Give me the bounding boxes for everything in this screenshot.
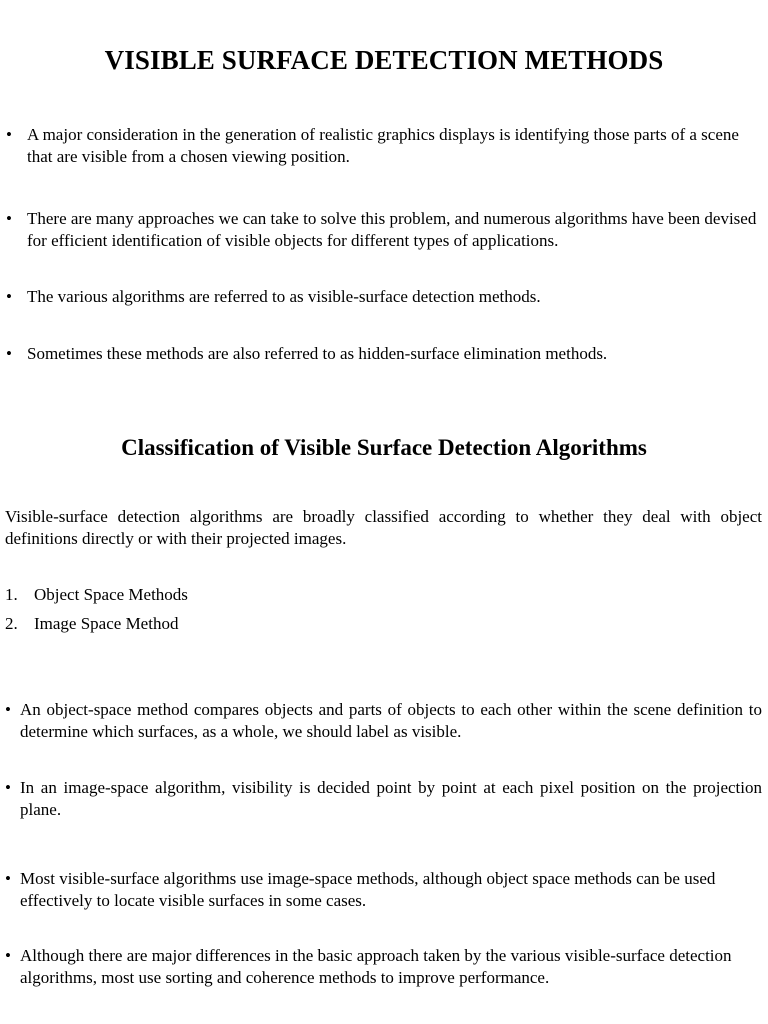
- detail-bullet-text: Most visible-surface algorithms use image-space methods, although object space methods can be used effectively to locate visible surfaces in some cases.: [20, 869, 716, 910]
- list-number: 1.: [5, 585, 18, 604]
- bullet-marker: •: [5, 700, 11, 719]
- bullet-marker: •: [5, 869, 11, 888]
- detail-bullet-text: An object-space method compares objects and parts of objects to each other within the scene definition to determine which surfaces, as a whole, we should label as visible.: [20, 700, 762, 741]
- intro-bullet-text: A major consideration in the generation of realistic graphics displays is identifying those parts of a scene that are visible from a chosen viewing position.: [27, 125, 739, 166]
- intro-bullet-text: Sometimes these methods are also referred to as hidden-surface elimination methods.: [27, 344, 608, 363]
- bullet-marker: •: [6, 209, 12, 228]
- bullet-marker: •: [6, 125, 12, 144]
- document-title: VISIBLE SURFACE DETECTION METHODS: [104, 45, 664, 75]
- bullet-marker: •: [5, 946, 11, 965]
- detail-bullet-text: In an image-space algorithm, visibility is decided point by point at each pixel position on the projection plane.: [20, 778, 762, 819]
- bullet-marker: •: [6, 344, 12, 363]
- bullet-marker: •: [5, 778, 11, 797]
- section-heading: Classification of Visible Surface Detection Algorithms: [121, 435, 647, 460]
- detail-bullet-text: Although there are major differences in the basic approach taken by the various visible-surface detection algorithms, most use sorting and coherence methods to improve performance.: [20, 946, 732, 987]
- section-paragraph: Visible-surface detection algorithms are broadly classified according to whether they deal with object definitions directly or with their projected images.: [5, 507, 762, 548]
- intro-bullet-text: The various algorithms are referred to as visible-surface detection methods.: [27, 287, 541, 306]
- bullet-marker: •: [6, 287, 12, 306]
- list-number: 2.: [5, 614, 18, 633]
- list-item: Object Space Methods: [34, 585, 188, 604]
- list-item: Image Space Method: [34, 614, 179, 633]
- intro-bullet-text: There are many approaches we can take to solve this problem, and numerous algorithms have been devised for efficient identification of visible objects for different types of applications.: [27, 209, 757, 250]
